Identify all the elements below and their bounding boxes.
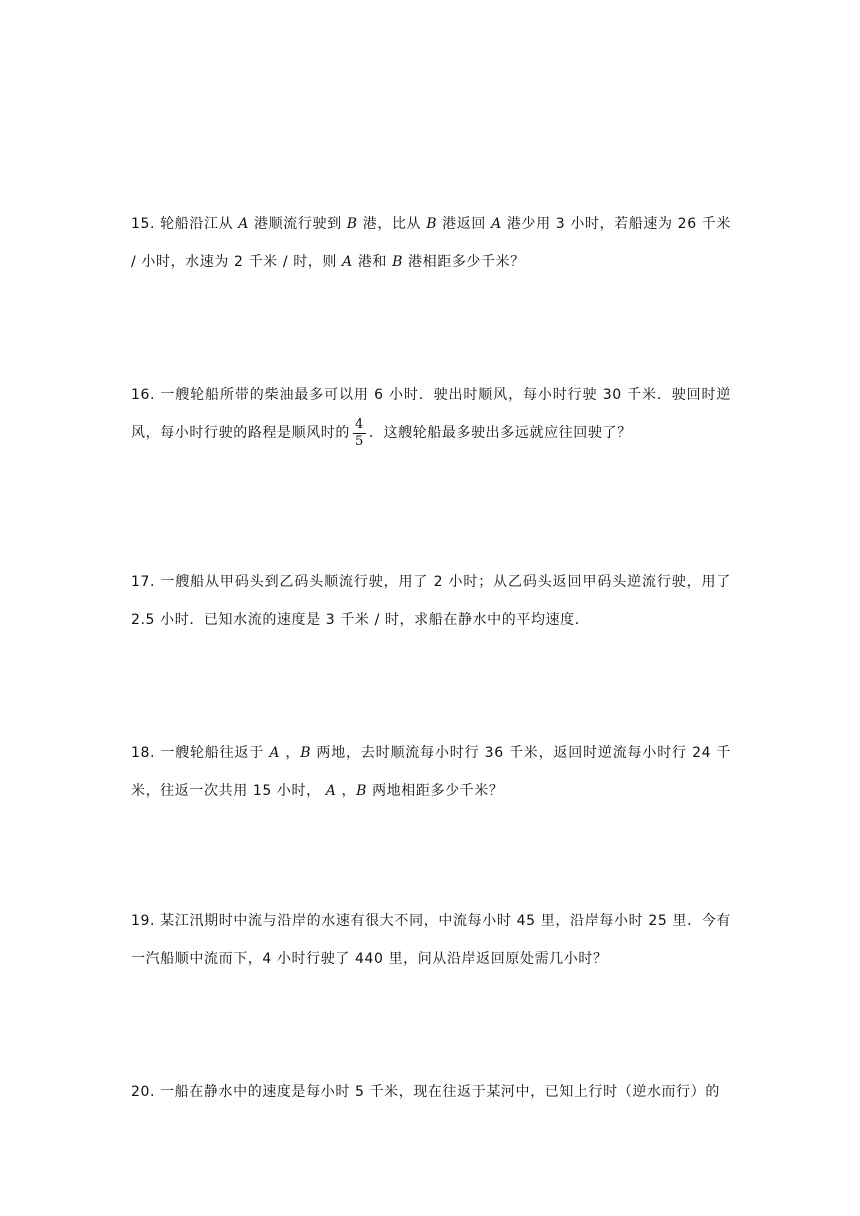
fraction: $\frac{4}{5}$ bbox=[355, 416, 364, 449]
problem-17 bbox=[131, 563, 731, 639]
problem-16-text: 16. 一艘轮船所带的柴油最多可以用 6 小时．驶出时顺风，每小时行驶 30 千米．驶回时逆风，每小时行驶的路程是顺风时的 $\frac{4}{5}$ ．这艘轮船最多驶出多远就应往回驶了？ bbox=[131, 387, 731, 449]
problem-20 bbox=[131, 1073, 731, 1111]
problem-17-text: 17. 一艘船从甲码头到乙码头顺流行驶，用了 2 小时；从乙码头返回甲码头逆流行驶，用了 2.5 小时．已知水流的速度是 3 千米 / 时，求船在静水中的平均速度． bbox=[131, 574, 731, 628]
problem-16 bbox=[131, 376, 731, 452]
problem-15 bbox=[131, 205, 731, 281]
problem-15-text: 15. 轮船沿江从 A 港顺流行驶到 B 港，比从 B 港返回 A 港少用 3 小时，若船速为 26 千米 / 小时，水速为 2 千米 / 时，则 A 港和 B 港相距多少千米？ bbox=[131, 216, 731, 270]
problem-20-text: 20. 一船在静水中的速度是每小时 5 千米，现在往返于某河中，已知上行时（逆水而行）的 bbox=[131, 1084, 720, 1100]
problem-19-text: 19. 某江汛期时中流与沿岸的水速有很大不同，中流每小时 45 里，沿岸每小时 25 里．今有一汽船顺中流而下，4 小时行驶了 440 里，问从沿岸返回原处需几小时？ bbox=[131, 913, 731, 967]
problem-18-text: 18. 一艘轮船往返于 A ，B 两地，去时顺流每小时行 36 千米，返回时逆流每小时行 24 千米，往返一次共用 15 小时， A ，B 两地相距多少千米？ bbox=[131, 745, 731, 799]
problem-19 bbox=[131, 902, 731, 978]
problem-18 bbox=[131, 734, 731, 810]
